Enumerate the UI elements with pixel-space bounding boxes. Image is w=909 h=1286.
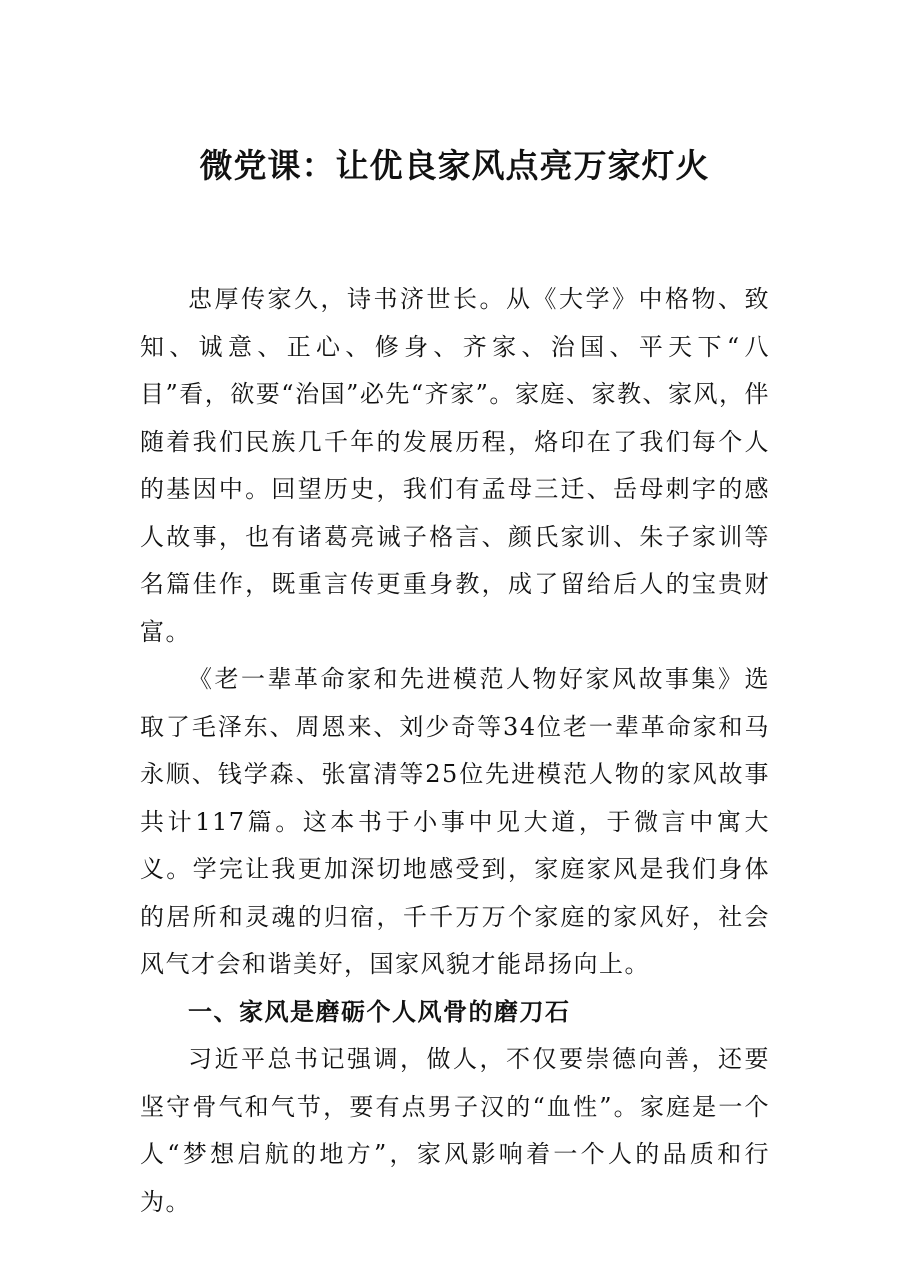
document-title: 微党课：让优良家风点亮万家灯火 xyxy=(199,146,710,185)
paragraph-section-1: 习近平总书记强调，做人，不仅要崇德向善，还要坚守骨气和气节，要有点男子汉的“血性”。家庭是一个人“梦想启航的地方”，家风影响着一个人的品质和行为。 xyxy=(140,1045,770,1216)
paragraph-intro: 忠厚传家久，诗书济世长。从《大学》中格物、致知、诚意、正心、修身、齐家、治国、平天下“八目”看，欲要“治国”必先“齐家”。家庭、家教、家风，伴随着我们民族几千年的发展历程，烙印在了我们每个人的基因中。回望历史，我们有孟母三迁、岳母刺字的感人故事，也有诸葛亮诫子格言、颜氏家训、朱子家训等名篇佳作，既重言传更重身教，成了留给后人的宝贵财富。 xyxy=(140,285,770,646)
paragraph-book: 《老一辈革命家和先进模范人物好家风故事集》选取了毛泽东、周恩来、刘少奇等34位老一辈革命家和马永顺、钱学森、张富清等25位先进模范人物的家风故事共计117篇。这本书于小事中见大道，于微言中寓大义。学完让我更加深切地感受到，家庭家风是我们身体的居所和灵魂的归宿，千千万万个家庭的家风好，社会风气才会和谐美好，国家风貌才能昂扬向上。 xyxy=(140,665,770,978)
section-heading-1: 一、家风是磨砺个人风骨的磨刀石 xyxy=(188,997,571,1026)
document-body xyxy=(140,276,770,1226)
